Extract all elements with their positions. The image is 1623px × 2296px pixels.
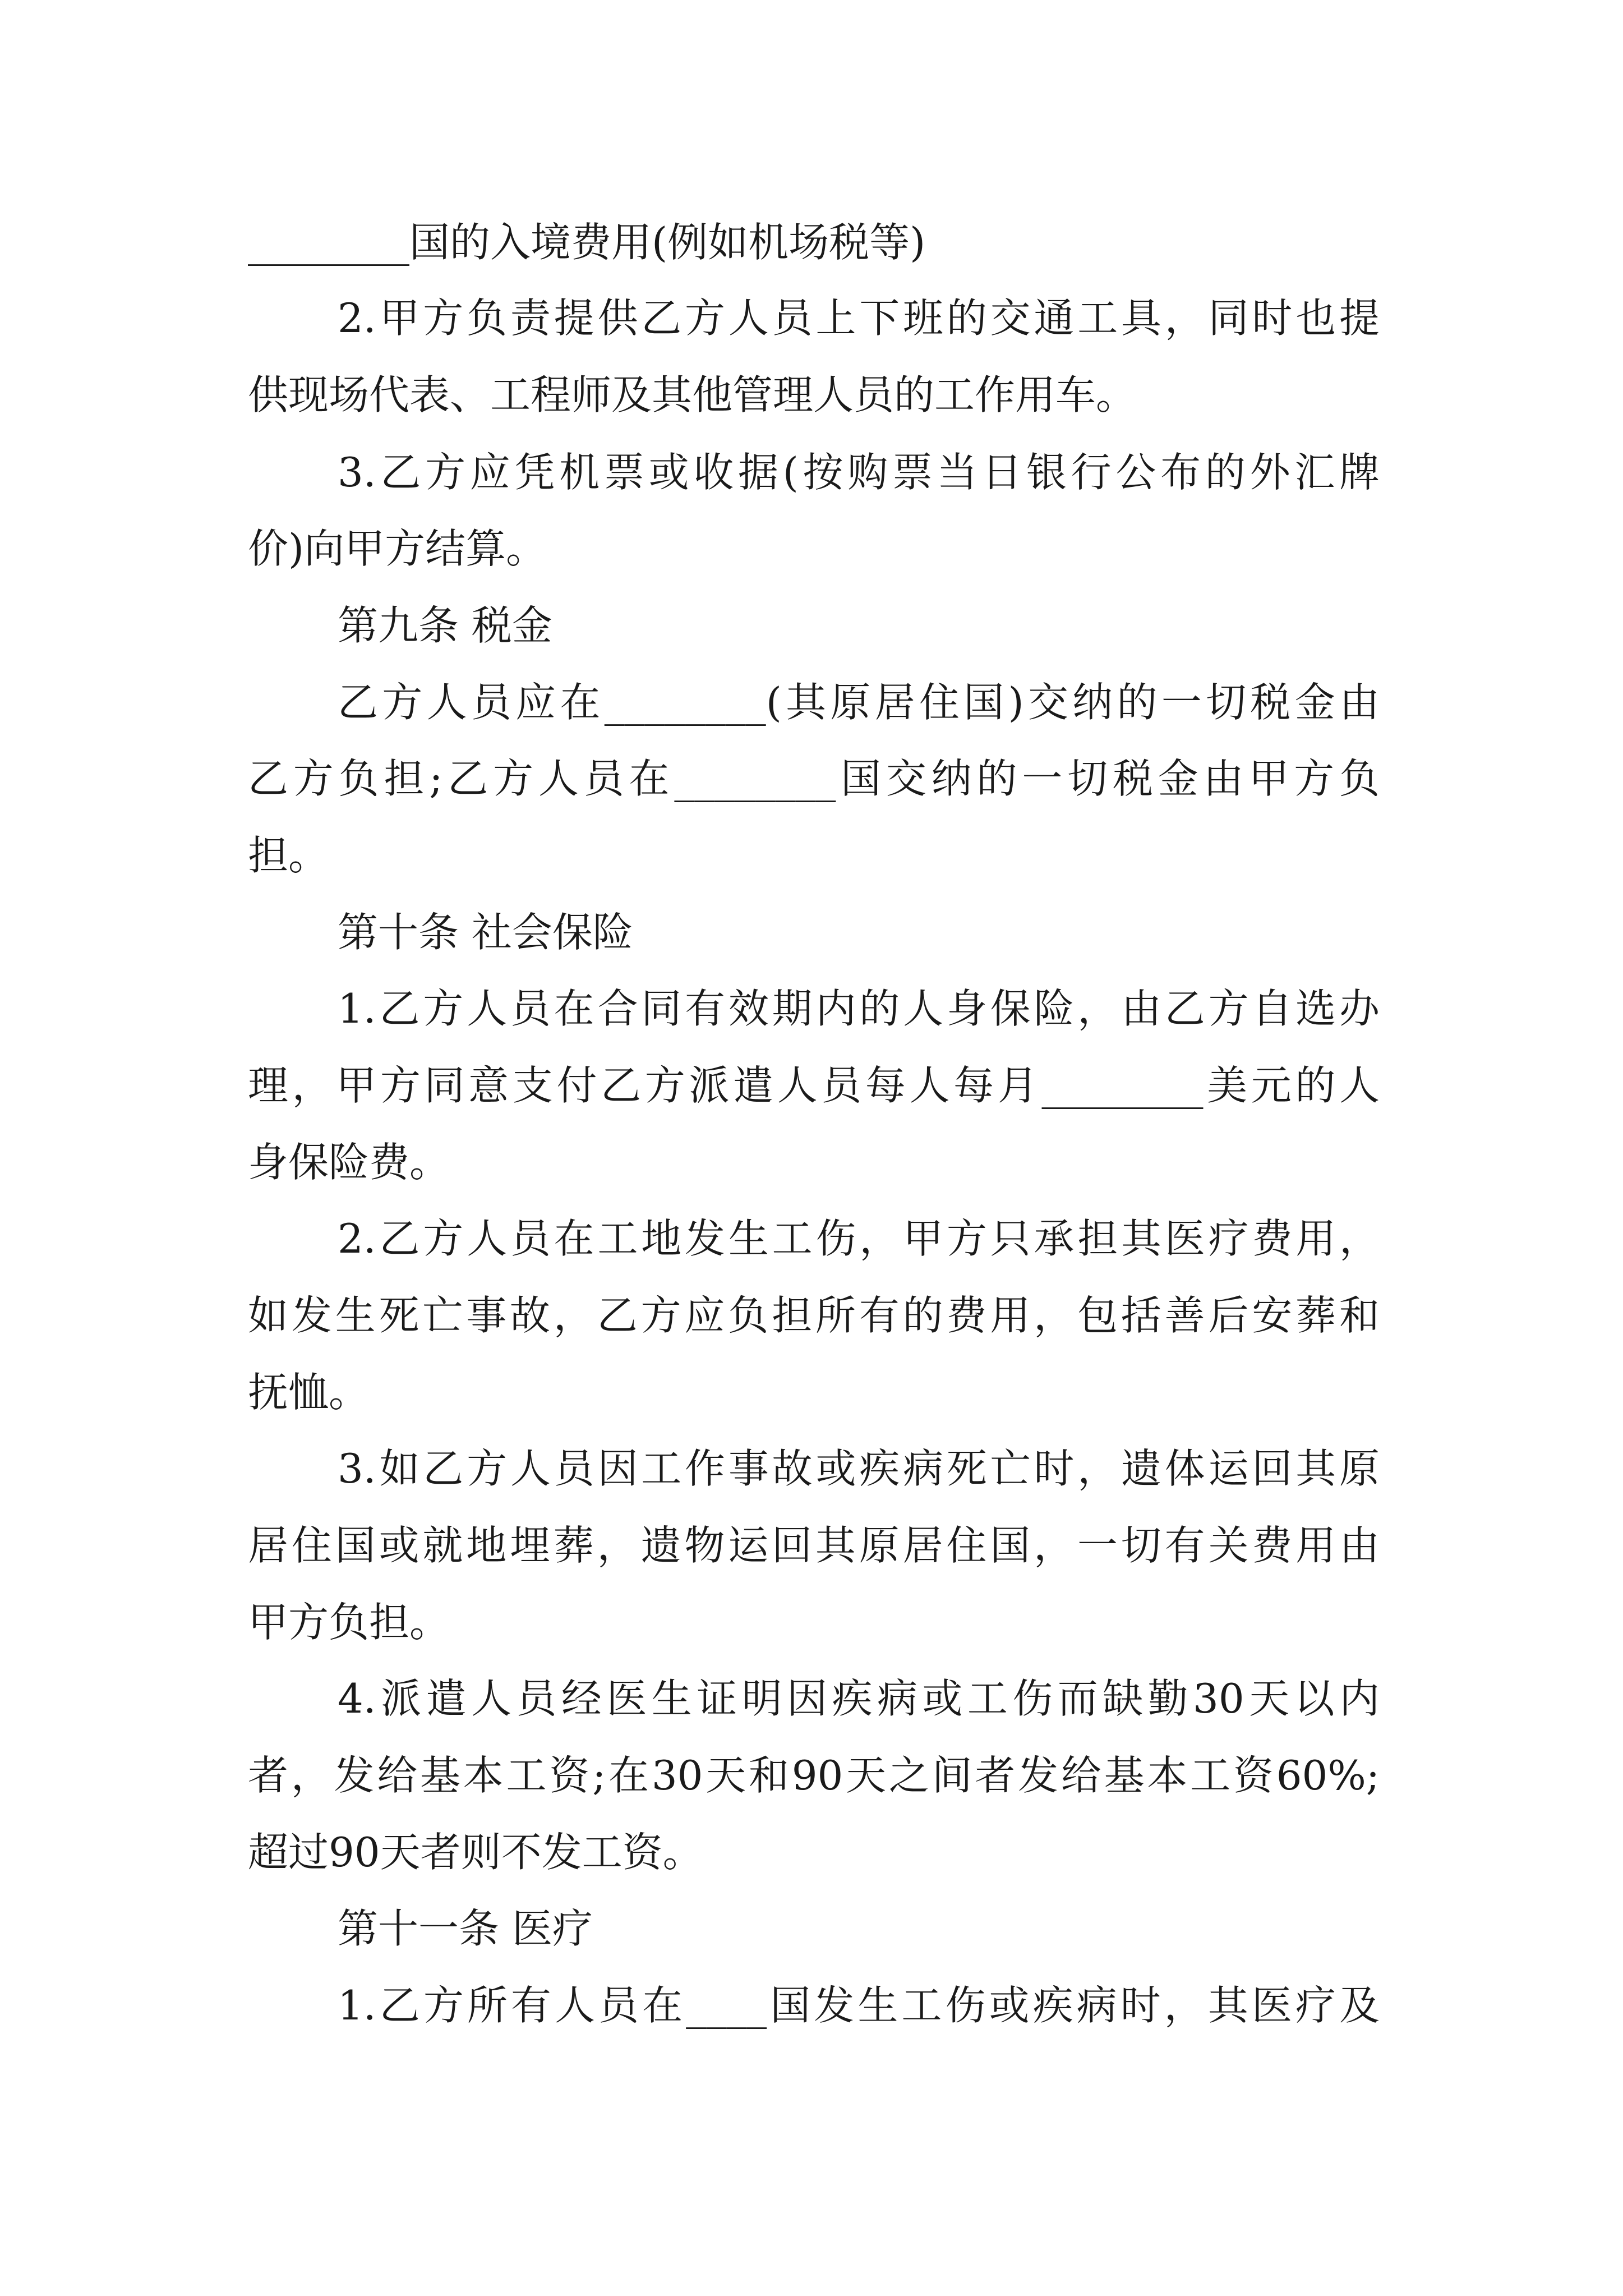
text-line: 价)向甲方结算。	[248, 525, 547, 572]
text-line: 身保险费。	[248, 1139, 450, 1186]
text-line: 2.乙方人员在工地发生工伤，甲方只承担其医疗费用，	[338, 1215, 1380, 1262]
text-line: 者，发给基本工资;在30天和90天之间者发给基本工资60%;	[248, 1752, 1380, 1799]
section-heading: 第九条 税金	[338, 602, 552, 649]
text-line: 乙方负担;乙方人员在________国交纳的一切税金由甲方负	[248, 755, 1380, 802]
text-line: 供现场代表、工程师及其他管理人员的工作用车。	[248, 371, 1137, 418]
text-line: 2.甲方负责提供乙方人员上下班的交通工具，同时也提	[338, 295, 1380, 342]
text-line: 3.乙方应凭机票或收据(按购票当日银行公布的外汇牌	[338, 449, 1380, 496]
text-line: 抚恤。	[248, 1369, 370, 1416]
text-line: 担。	[248, 832, 329, 879]
text-line: 1.乙方所有人员在____国发生工伤或疾病时，其医疗及	[338, 1982, 1380, 2029]
text-line: 甲方负担。	[248, 1599, 450, 1646]
text-line: 乙方人员应在________(其原居住国)交纳的一切税金由	[338, 679, 1380, 726]
text-line: ________国的入境费用(例如机场税等)	[248, 219, 926, 266]
text-line: 3.如乙方人员因工作事故或疾病死亡时，遗体运回其原	[338, 1445, 1380, 1492]
text-line: 如发生死亡事故，乙方应负担所有的费用，包括善后安葬和	[248, 1292, 1380, 1339]
text-line: 超过90天者则不发工资。	[248, 1829, 703, 1876]
text-line: 居住国或就地埋葬，遗物运回其原居住国，一切有关费用由	[248, 1522, 1380, 1569]
text-line: 理，甲方同意支付乙方派遣人员每人每月________美元的人	[248, 1062, 1380, 1109]
section-heading: 第十条 社会保险	[338, 909, 633, 956]
section-heading: 第十一条 医疗	[338, 1905, 593, 1952]
text-line: 1.乙方人员在合同有效期内的人身保险，由乙方自选办	[338, 985, 1380, 1032]
text-line: 4.派遣人员经医生证明因疾病或工伤而缺勤30天以内	[338, 1675, 1380, 1722]
